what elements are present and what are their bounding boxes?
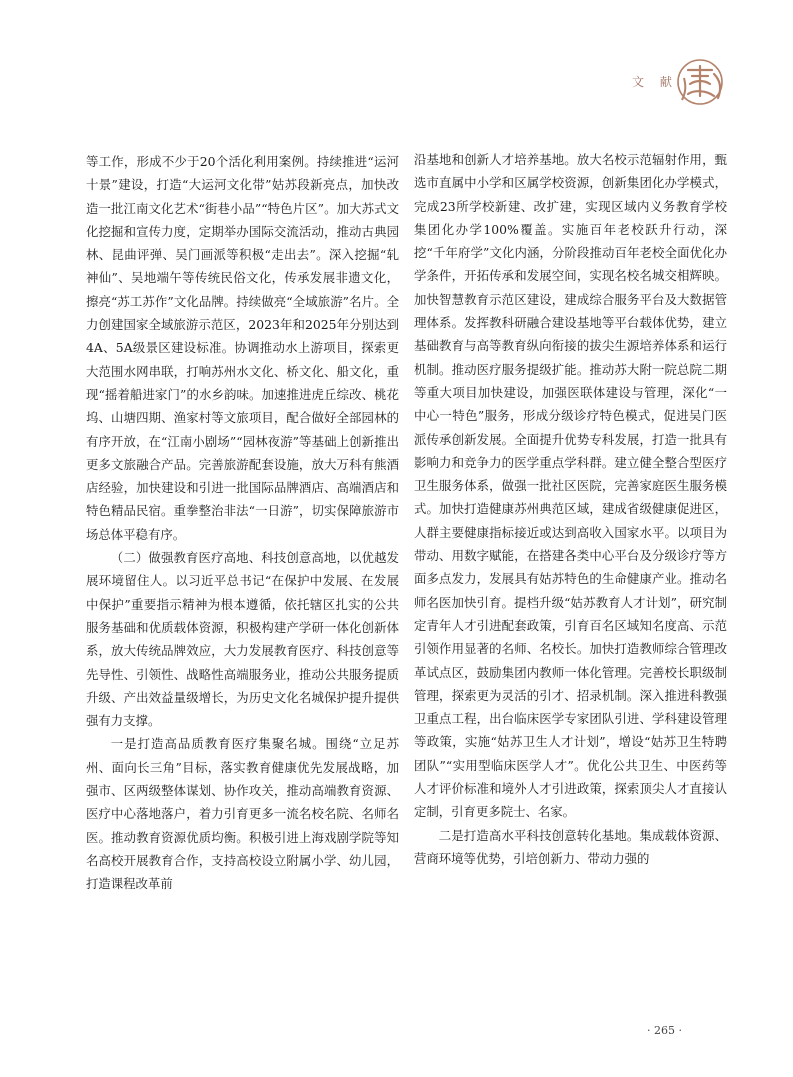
section-label: 文 献	[632, 75, 678, 89]
section-heading-paragraph: （二）做强教育医疗高地、科技创意高地，以优越发展环境留住人。以习近平总书记“在保护中发展、在发展中保护”重要指示精神为根本遵循，依托辖区扎实的公共服务基础和优质载体资源，积极构建产学研一体化创新体系，放大传统品牌效应，大力发展教育医疗、科技创意等先导性、引领性、战略性高端服务业，推动公共服务提质升级、产出效益量级增长，为历史文化名城保护提升提供强有力支撑。	[86, 550, 399, 729]
body-paragraph: 一是打造高品质教育医疗集聚名城。围绕“立足苏州、面向长三角”目标，落实教育健康优先发展战略，加强市、区两级整体谋划、协作攻关，推动高端教育资源、医疗中心落地落户，着力引育更多一流名校名院、名师名医。推动教育资源优质均衡。积极引进上海戏剧学院等知名高校开展教育合作，支持高校设立附属小学、幼儿园，打造课程改革前	[86, 736, 399, 892]
left-text-column	[86, 150, 399, 896]
calligraphy-seal-icon	[674, 56, 730, 108]
page-number: · 265 ·	[647, 1024, 682, 1037]
body-paragraph: 等工作，形成不少于20个活化利用案例。持续推进“运河十景”建设，打造“大运河文化带”姑苏段新亮点，加快改造一批江南文化艺术“街巷小品”“特色片区”。加大苏式文化挖掘和宣传力度，定期举办国际交流活动，推动古典园林、昆曲评弹、吴门画派等积极“走出去”。深入挖掘“轧神仙”、吴地端午等传统民俗文化，传承发展非遗文化，擦亮“苏工苏作”文化品牌。持续做亮“全域旅游”名片。全力创建国家全域旅游示范区，2023年和2025年分别达到4A、5A级景区建设标准。协调推动水上游项目，探索更大范围水网串联，打响苏州水文化、桥文化、船文化，重现“摇着船进家门”的水乡韵味。加速推进虎丘综改、桃花坞、山塘四期、渔家村等文旅项目，配合做好全部园林的有序开放，在“江南小剧场”“园林夜游”等基础上创新推出更多文旅融合产品。完善旅游配套设施，放大万科有熊酒店经验，加快建设和引进一批国际品牌酒店、高端酒店和特色精品民宿。重拳整治非法“一日游”，切实保障旅游市场总体平稳有序。	[86, 154, 399, 542]
right-text-column	[414, 148, 727, 870]
body-paragraph: 沿基地和创新人才培养基地。放大名校示范辐射作用，甄选市直属中小学和区属学校资源，创新集团化办学模式，完成23所学校新建、改扩建，实现区域内义务教育学校集团化办学100%覆盖。实施百年老校跃升行动，深挖“千年府学”文化内涵，分阶段推动百年老校全面优化办学条件，开拓传承和发展空间，实现名校名城交相辉映。加快智慧教育示范区建设，建成综合服务平台及大数据管理体系。发挥教科研融合建设基地等平台载体优势，建立基础教育与高等教育纵向衔接的拔尖生源培养体系和运行机制。推动医疗服务提级扩能。推动苏大附一院总院二期等重大项目加快建设，加强医联体建设与管理，深化“一中心一特色”服务，形成分级诊疗特色模式，促进吴门医派传承创新发展。全面提升优势专科发展，打造一批具有影响力和竞争力的医学重点学科群。建立健全整合型医疗卫生服务体系，做强一批社区医院，完善家庭医生服务模式。加快打造健康苏州典范区域，建成省级健康促进区，人群主要健康指标接近或达到高收入国家水平。以项目为带动、用数字赋能，在搭建各类中心平台及分级诊疗等方面多点发力，发展具有姑苏特色的生命健康产业。推动名师名医加快引育。提档升级“姑苏教育人才计划”，研究制定青年人才引进配套政策，引育百名区域知名度高、示范引领作用显著的名师、名校长。加快打造教师综合管理改革试点区，鼓励集团内教师一体化管理。完善校长职级制管理，探索更为灵活的引才、招录机制。深入推进科教强卫重点工程，出台临床医学专家团队引进、学科建设管理等政策，实施“姑苏卫生人才计划”，增设“姑苏卫生特聘团队”“实用型临床医学人才”。优化公共卫生、中医药等人才评价标准和境外人才引进政策，探索顶尖人才直接认定制，引育更多院士、名家。	[414, 152, 727, 820]
body-paragraph: 二是打造高水平科技创意转化基地。集成载体资源、营商环境等优势，引培创新力、带动力强的	[414, 827, 727, 866]
